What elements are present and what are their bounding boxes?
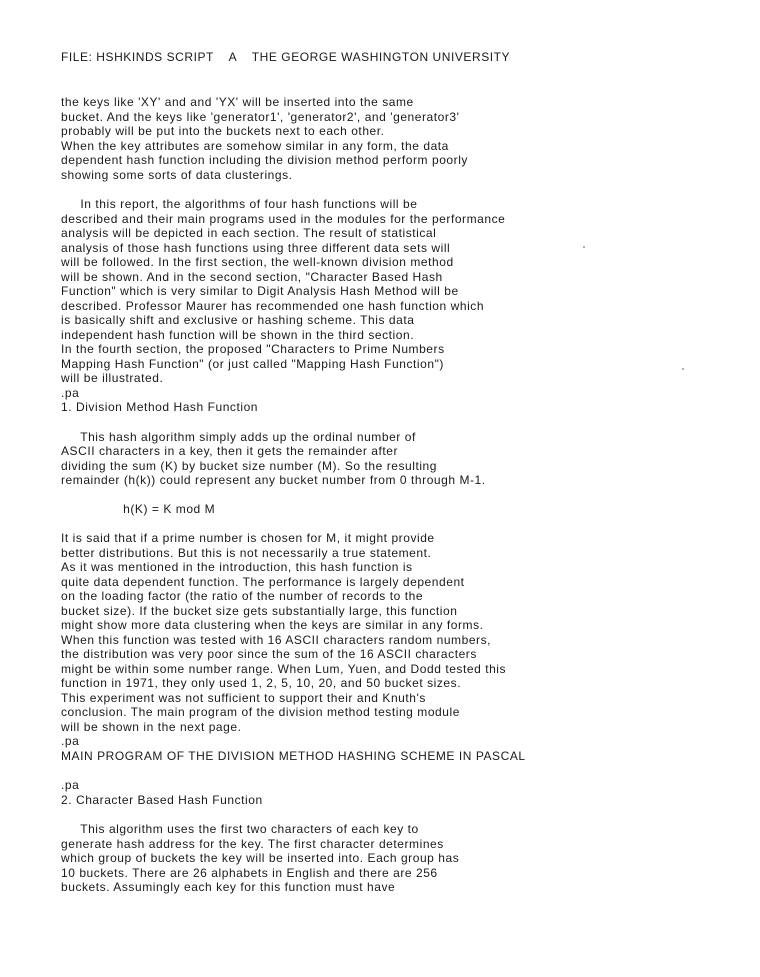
text-line: function in 1971, they only used 1, 2, 5, 10, 20, and 50 bucket sizes. (61, 676, 462, 690)
text-line: Mapping Hash Function" (or just called "Mapping Hash Function") (61, 357, 444, 371)
text-line: analysis will be depicted in each section. The result of statistical (61, 226, 437, 240)
text-line: ASCII characters in a key, then it gets the remainder after (61, 444, 399, 458)
text-line: This algorithm uses the first two characters of each key to (61, 822, 419, 836)
text-line: independent hash function will be shown in the third section. (61, 328, 415, 342)
text-line: Function" which is very similar to Digit Analysis Hash Method will be (61, 284, 459, 298)
text-line: It is said that if a prime number is chosen for M, it might provide (61, 531, 435, 545)
text-line: is basically shift and exclusive or hashing scheme. This data (61, 313, 415, 327)
text-line: remainder (h(k)) could represent any bucket number from 0 through M-1. (61, 473, 486, 487)
text-line: described and their main programs used in the modules for the performance (61, 212, 506, 226)
text-line: 1. Division Method Hash Function (61, 400, 259, 414)
text-line: showing some sorts of data clusterings. (61, 168, 293, 182)
text-line: generate hash address for the key. The first character determines (61, 837, 444, 851)
text-line: will be illustrated. (61, 371, 164, 385)
text-line: will be shown in the next page. (61, 720, 242, 734)
text-line: .pa (61, 778, 80, 792)
text-line: analysis of those hash functions using three different data sets will (61, 241, 451, 255)
text-line: on the loading factor (the ratio of the number of records to the (61, 589, 424, 603)
text-line: might show more data clustering when the keys are similar in any forms. (61, 618, 484, 632)
text-line: dividing the sum (K) by bucket size number (M). So the resulting (61, 459, 438, 473)
text-line: This experiment was not sufficient to support their and Knuth's (61, 691, 426, 705)
text-line: .pa (61, 386, 80, 400)
scan-speck (682, 368, 684, 370)
text-line: h(K) = K mod M (61, 502, 216, 516)
file-header: FILE: HSHKINDS SCRIPT A THE GEORGE WASHINGTON UNIVERSITY (61, 50, 511, 64)
text-line: This hash algorithm simply adds up the ordinal number of (61, 430, 416, 444)
text-line: In the fourth section, the proposed "Characters to Prime Numbers (61, 342, 445, 356)
text-line: will be shown. And in the second section, "Character Based Hash (61, 270, 443, 284)
text-line: which group of buckets the key will be inserted into. Each group has (61, 851, 460, 865)
text-line: In this report, the algorithms of four hash functions will be (61, 197, 418, 211)
text-line: 2. Character Based Hash Function (61, 793, 263, 807)
text-line: better distributions. But this is not necessarily a true statement. (61, 546, 432, 560)
text-line: might be within some number range. When Lum, Yuen, and Dodd tested this (61, 662, 507, 676)
text-line: bucket size). If the bucket size gets substantially large, this function (61, 604, 458, 618)
text-line: buckets. Assumingly each key for this function must have (61, 880, 396, 894)
text-line: As it was mentioned in the introduction, this hash function is (61, 560, 413, 574)
text-line: .pa (61, 734, 80, 748)
text-line: 10 buckets. There are 26 alphabets in English and there are 256 (61, 866, 438, 880)
text-line: MAIN PROGRAM OF THE DIVISION METHOD HASHING SCHEME IN PASCAL (61, 749, 526, 763)
text-line: described. Professor Maurer has recommended one hash function which (61, 299, 485, 313)
text-line: will be followed. In the first section, the well-known division method (61, 255, 454, 269)
text-line: quite data dependent function. The performance is largely dependent (61, 575, 465, 589)
text-line: probably will be put into the buckets next to each other. (61, 124, 385, 138)
text-line: the distribution was very poor since the sum of the 16 ASCII characters (61, 647, 477, 661)
text-line: the keys like 'XY' and and 'YX' will be inserted into the same (61, 95, 414, 109)
scan-speck (583, 246, 585, 248)
text-line: When the key attributes are somehow similar in any form, the data (61, 139, 449, 153)
text-line: bucket. And the keys like 'generator1', 'generator2', and 'generator3' (61, 110, 460, 124)
text-line: dependent hash function including the division method perform poorly (61, 153, 468, 167)
text-line: conclusion. The main program of the division method testing module (61, 705, 460, 719)
text-line: When this function was tested with 16 ASCII characters random numbers, (61, 633, 492, 647)
